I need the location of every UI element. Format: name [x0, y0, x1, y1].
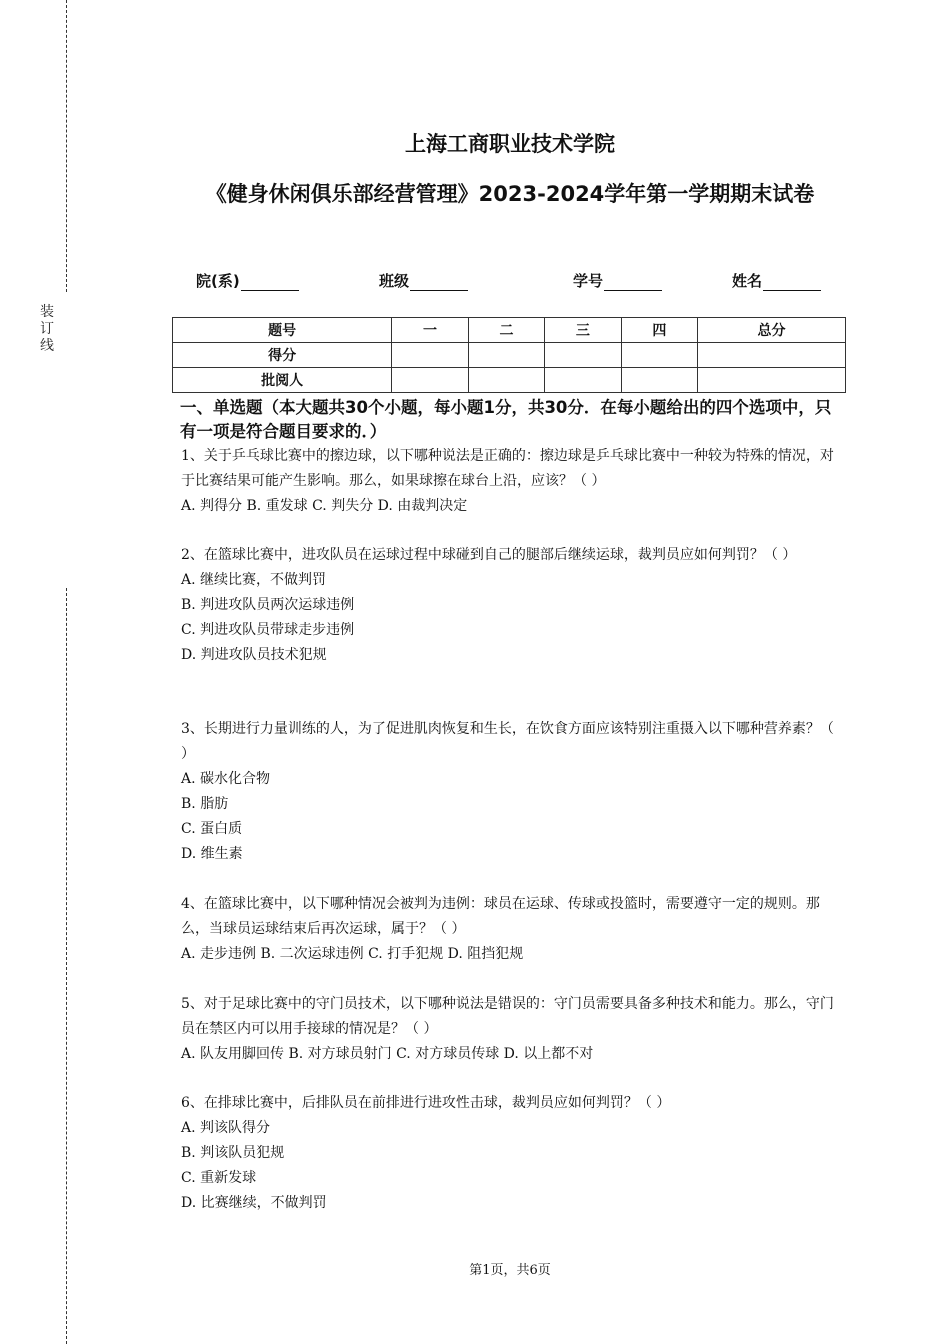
question-item	[181, 992, 841, 1067]
info-label: 学号	[573, 272, 604, 290]
score-cell[interactable]	[698, 368, 846, 393]
binding-char: 线	[40, 338, 54, 354]
question-stem: 1、关于乒乓球比赛中的擦边球，以下哪种说法是正确的：擦边球是乒乓球比赛中一种较为特殊的情况，对于比赛结果可能产生影响。那么，如果球擦在球台上沿，应该？（ ）	[181, 448, 834, 489]
question-option: C. 蛋白质	[181, 821, 243, 837]
question-option: C. 判进攻队员带球走步违例	[181, 622, 355, 638]
score-cell[interactable]	[468, 368, 544, 393]
question-stem: 4、在篮球比赛中，以下哪种情况会被判为违例：球员在运球、传球或投篮时，需要遵守一定的规则。那么，当球员运球结束后再次运球，属于？（ ）	[181, 896, 820, 937]
score-header-cell: 总分	[698, 318, 846, 343]
question-option: A. 判得分 B. 重发球 C. 判失分 D. 由裁判决定	[181, 498, 468, 514]
question-option: A. 判该队得分	[181, 1120, 271, 1136]
info-label: 院(系)	[196, 272, 240, 290]
question-stem: 3、长期进行力量训练的人，为了促进肌肉恢复和生长，在饮食方面应该特别注重摄入以下哪种营养素？（ ）	[181, 721, 834, 762]
question-option: B. 判该队员犯规	[181, 1145, 285, 1161]
question-option: A. 队友用脚回传 B. 对方球员射门 C. 对方球员传球 D. 以上都不对	[181, 1046, 594, 1062]
question-item	[181, 444, 841, 519]
score-row-label: 批阅人	[173, 368, 392, 393]
score-header-cell: 三	[545, 318, 621, 343]
question-stem: 5、对于足球比赛中的守门员技术，以下哪种说法是错误的：守门员需要具备多种技术和能力。那么，守门员在禁区内可以用手接球的情况是？（ ）	[181, 996, 834, 1037]
question-option: A. 碳水化合物	[181, 771, 271, 787]
fill-blank[interactable]	[763, 276, 821, 291]
binding-label	[38, 304, 56, 355]
fill-blank[interactable]	[604, 276, 662, 291]
info-field-department	[196, 270, 299, 291]
binding-line-bottom	[66, 588, 67, 1344]
question-stem: 2、在篮球比赛中，进攻队员在运球过程中球碰到自己的腿部后继续运球，裁判员应如何判罚？（ ）	[181, 547, 797, 563]
score-cell[interactable]	[468, 343, 544, 368]
score-cell[interactable]	[545, 343, 621, 368]
section-heading: 一、单选题（本大题共30个小题，每小题1分，共30分．在每小题给出的四个选项中，只有一项是符合题目要求的．）	[180, 398, 832, 441]
score-cell[interactable]	[392, 343, 468, 368]
question-stem: 6、在排球比赛中，后排队员在前排进行进攻性击球，裁判员应如何判罚？（ ）	[181, 1095, 671, 1111]
score-cell[interactable]	[392, 368, 468, 393]
score-cell[interactable]	[545, 368, 621, 393]
page-number: 第1页，共6页	[469, 1263, 551, 1278]
question-item	[181, 892, 841, 967]
exam-title: 《健身休闲俱乐部经营管理》2023-2024学年第一学期期末试卷	[205, 182, 815, 206]
binding-char: 装	[40, 304, 54, 320]
school-title: 上海工商职业技术学院	[405, 132, 615, 156]
info-field-class	[379, 270, 468, 291]
question-option: D. 判进攻队员技术犯规	[181, 647, 327, 663]
fill-blank[interactable]	[241, 276, 299, 291]
fill-blank[interactable]	[410, 276, 468, 291]
score-table	[172, 317, 846, 393]
question-option: B. 脂肪	[181, 796, 229, 812]
info-label: 班级	[379, 272, 410, 290]
question-option: D. 比赛继续，不做判罚	[181, 1195, 327, 1211]
score-cell[interactable]	[698, 343, 846, 368]
info-field-student-id	[573, 270, 662, 291]
score-table-row	[173, 343, 846, 368]
info-field-name	[732, 270, 821, 291]
binding-char: 订	[40, 321, 54, 337]
question-option: D. 维生素	[181, 846, 243, 862]
question-option: C. 重新发球	[181, 1170, 257, 1186]
question-option: B. 判进攻队员两次运球违例	[181, 597, 355, 613]
score-header-cell: 题号	[173, 318, 392, 343]
score-header-cell: 一	[392, 318, 468, 343]
score-cell[interactable]	[621, 343, 697, 368]
score-header-cell: 二	[468, 318, 544, 343]
question-item	[181, 543, 841, 668]
question-option: A. 继续比赛，不做判罚	[181, 572, 327, 588]
question-option: A. 走步违例 B. 二次运球违例 C. 打手犯规 D. 阻挡犯规	[181, 946, 524, 962]
score-row-label: 得分	[173, 343, 392, 368]
score-table-row	[173, 368, 846, 393]
question-item	[181, 717, 841, 867]
score-table-header-row	[173, 318, 846, 343]
score-header-cell: 四	[621, 318, 697, 343]
score-cell[interactable]	[621, 368, 697, 393]
info-label: 姓名	[732, 272, 763, 290]
question-item	[181, 1091, 841, 1216]
